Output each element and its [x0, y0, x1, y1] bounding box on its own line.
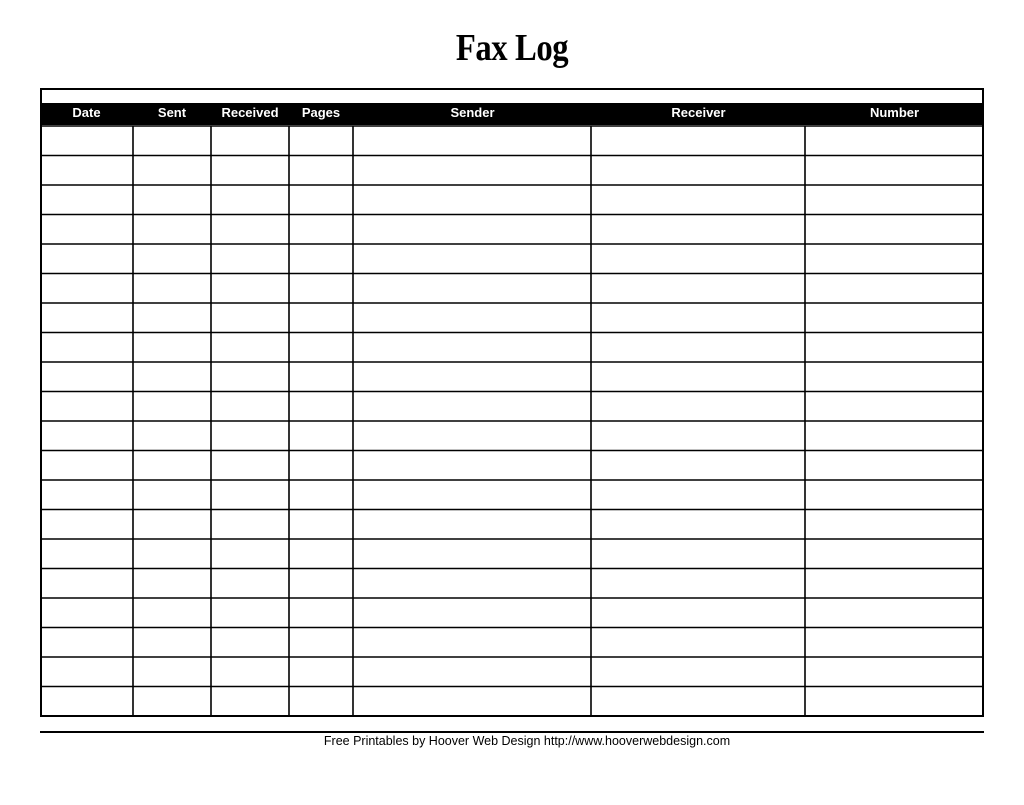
- footer-credit: Free Printables by Hoover Web Design http://www.hooverwebdesign.com: [323, 734, 731, 748]
- column-header-receiver: Receiver: [671, 105, 726, 120]
- column-header-date: Date: [72, 105, 101, 120]
- page-title: Fax Log: [455, 27, 569, 69]
- column-header-pages: Pages: [301, 105, 341, 120]
- column-header-received: Received: [221, 105, 279, 120]
- column-header-number: Number: [869, 105, 920, 120]
- column-header-sender: Sender: [450, 105, 495, 120]
- column-header-sent: Sent: [157, 105, 187, 120]
